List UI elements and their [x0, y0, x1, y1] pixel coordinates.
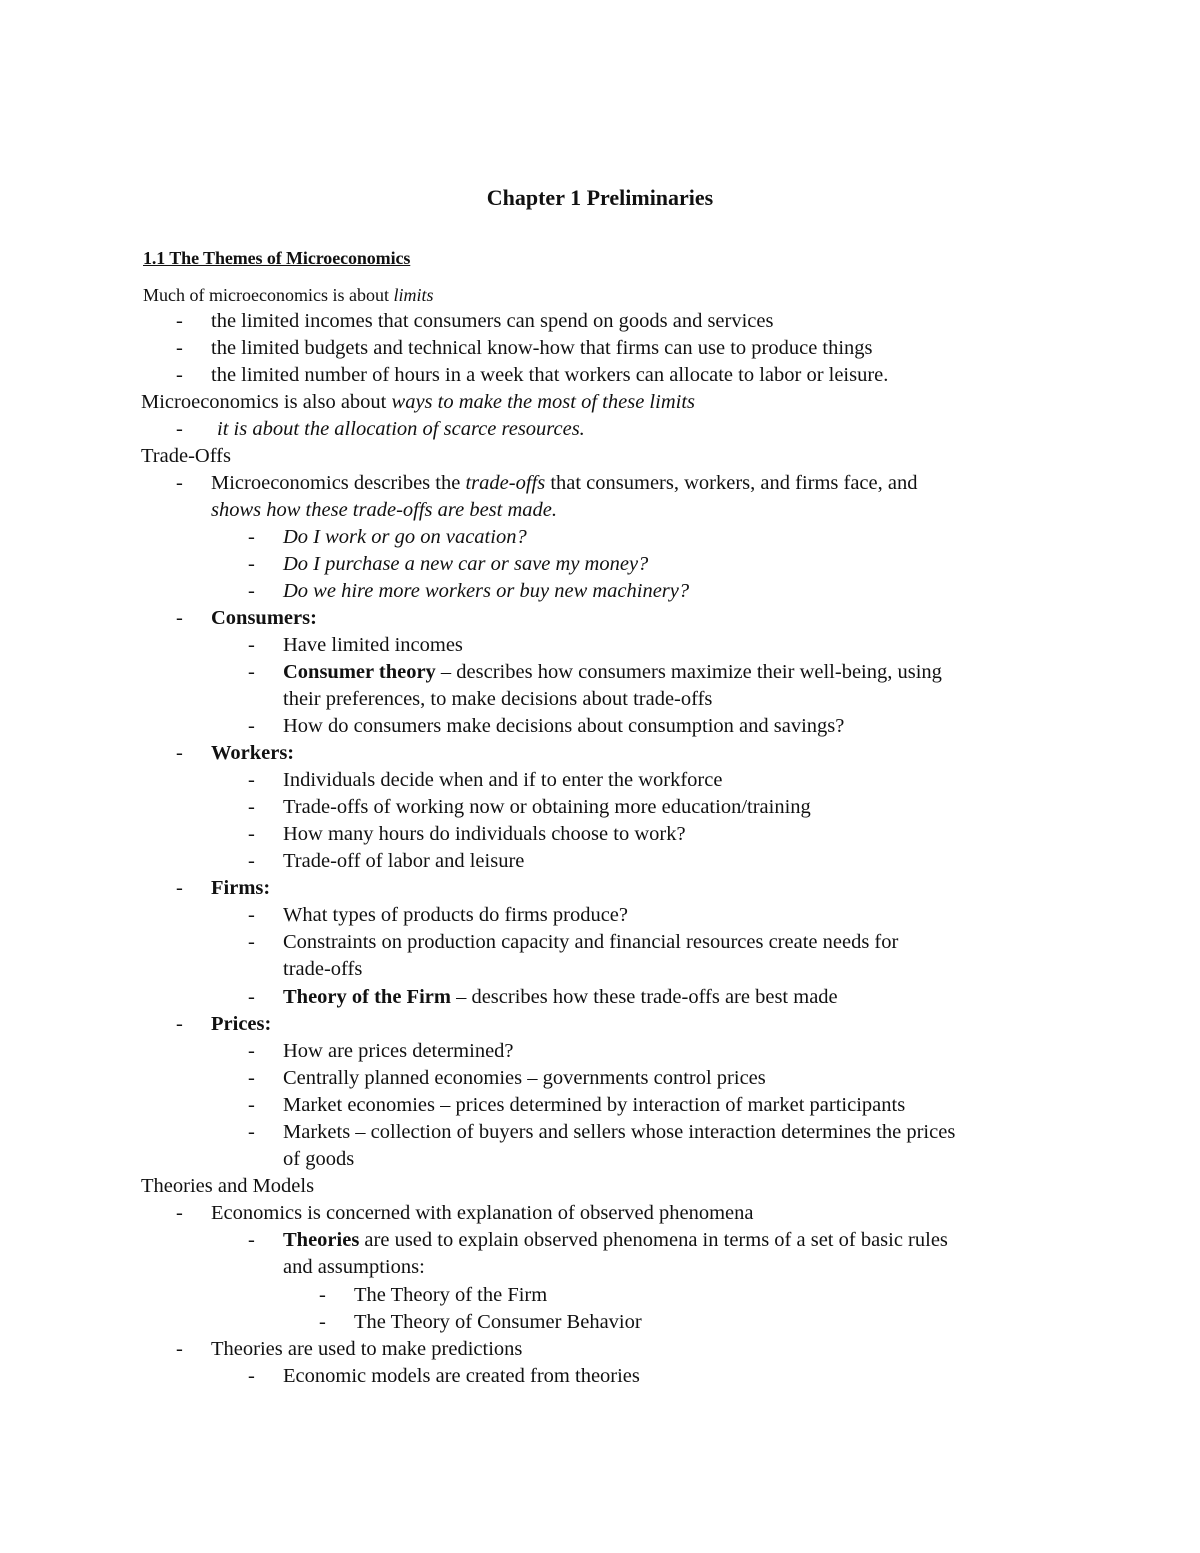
- chapter-title: Chapter 1 Preliminaries: [486, 185, 714, 210]
- section-heading: 1.1 The Themes of Microeconomics: [143, 248, 411, 268]
- document-page: Chapter 1 Preliminaries 1.1 The Themes of Microeconomics Much of microeconomics is about limits - the limited incomes that consumers can spend on goods and services - the limited budgets and technical know-how that firms can use to produce things - the limited number of hours in a week that workers can allocate to labor or leisure. Microeconomics is also about ways to make the most of these limits - it is about the allocation of scarce resources. Trade-Offs - Microeconomics describes the trade-offs that consumers, workers, and firms face, and shows how these trade-offs are best made. - Do I work or go on vacation? - Do I purchase a new car or save my money? - Do we hire more workers or buy new machinery? - Consumers: - Have limited incomes - Consumer theory – describes how consumers maximize their well-being, using their preferences, to make decisions about trade-offs - How do consumers make decisions about consumption and savings? - Workers: - Individuals decide when and if to enter the workforce - Trade-offs of working now or obtaining more education/training - How many hours do individuals choose to work? - Trade-off of labor and leisure - Firms: - What types of products do firms produce? - Constraints on production capacity and financial resources create needs for trade-offs - Theory of the Firm – describes how these trade-offs are best made - Prices: - How are prices determined? - Centrally planned economies – governments control prices - Market economies – prices determined by interaction of market participants - Markets – collection of buyers and sellers whose interaction determines the prices of goods Theories and Models - Economics is concerned with explanation of observed phenomena - Theories are used to explain observed phenomena in terms of a set of basic rules and assumptions: - The Theory of the Firm - The Theory of Consumer Behavior - Theories are used to make predictions - Economic models are created from theories: [0, 0, 1200, 1553]
